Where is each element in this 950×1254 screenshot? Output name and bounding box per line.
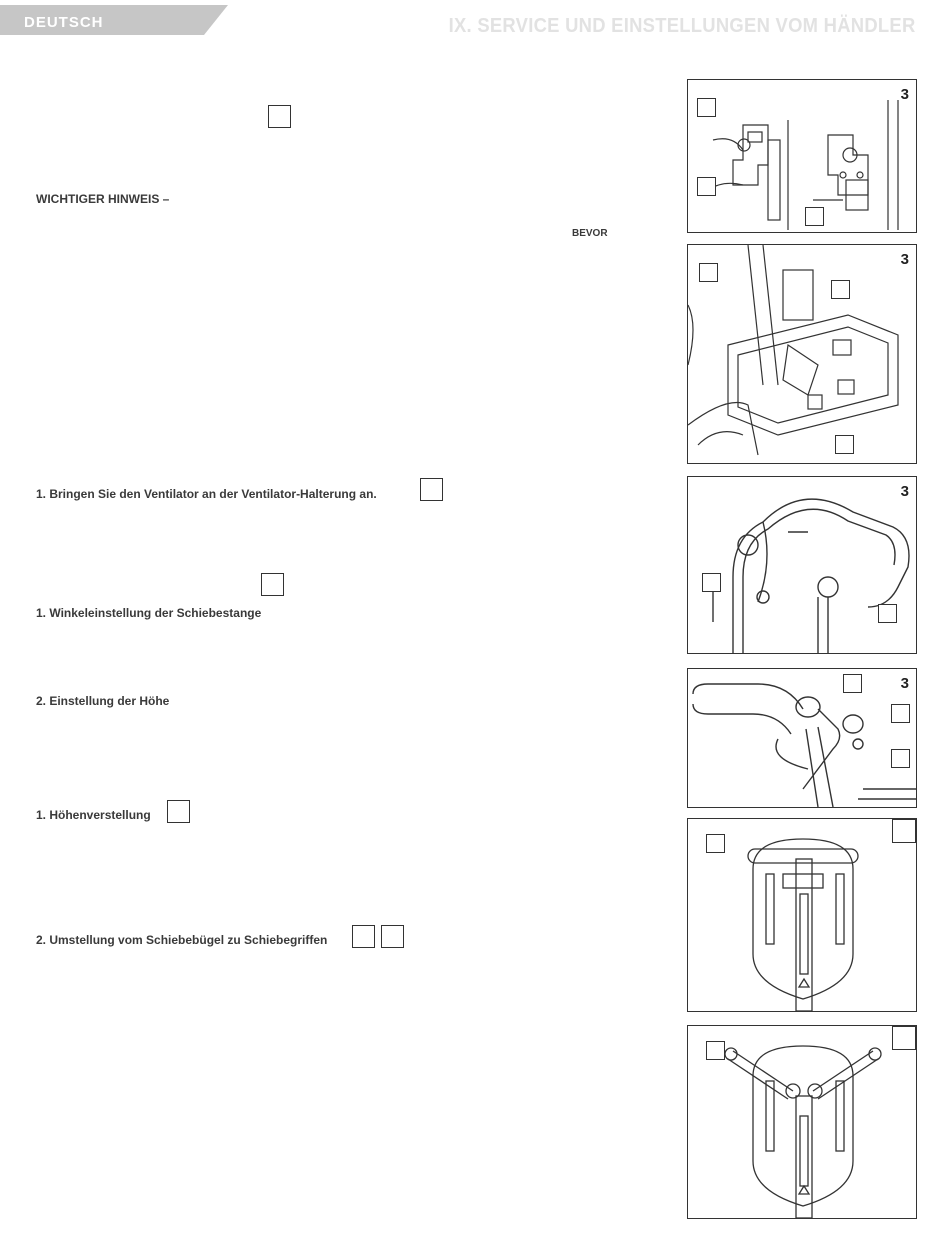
fan-step-heading: 1. Bringen Sie den Ventilator an der Ventilator-Halterung an.: [36, 487, 377, 501]
angle-adjust-heading: 1. Winkeleinstellung der Schiebestange: [36, 606, 262, 620]
language-tab: [0, 5, 232, 35]
figure-bracket-detail: [687, 79, 917, 233]
callout-box: [805, 207, 824, 226]
callout-box: [843, 674, 862, 693]
callout-box: [835, 435, 854, 454]
callout-box: [706, 1041, 725, 1060]
callout-box: [891, 749, 910, 768]
figure-number: [892, 819, 916, 843]
height-setting-heading: 2. Einstellung der Höhe: [36, 694, 170, 708]
fan-holder-drawing: [688, 245, 916, 463]
callout-box: [697, 177, 716, 196]
language-label: DEUTSCH: [24, 14, 104, 31]
callout-box: [699, 263, 718, 282]
figure-ref-box: [381, 925, 404, 948]
figure-ref-box: [167, 800, 190, 823]
callout-box: [697, 98, 716, 117]
callout-box: [891, 704, 910, 723]
figure-number: 3: [900, 86, 909, 103]
figure-number: 3: [900, 251, 909, 268]
figure-push-bar-rear: [687, 818, 917, 1012]
bracket-drawing: [688, 80, 916, 232]
figure-fan-holder: [687, 244, 917, 464]
handle-height-drawing: [688, 669, 916, 807]
figure-number: [892, 1026, 916, 1050]
figure-ref-box: [352, 925, 375, 948]
callout-box: [706, 834, 725, 853]
figure-push-bar-angle: [687, 476, 917, 654]
callout-box: [831, 280, 850, 299]
section-title: IX. SERVICE UND EINSTELLUNGEN VOM HÄNDLER: [449, 15, 916, 37]
height-adjust-heading: 1. Höhenverstellung: [36, 808, 151, 822]
handle-conversion-heading: 2. Umstellung vom Schiebebügel zu Schiebegriffen: [36, 933, 328, 947]
important-note: WICHTIGER HINWEIS –: [36, 192, 170, 206]
figure-ref-box: [261, 573, 284, 596]
figure-handle-height: [687, 668, 917, 808]
figure-ref-box: [268, 105, 291, 128]
figure-number: 3: [900, 483, 909, 500]
callout-box: [878, 604, 897, 623]
figure-ref-box: [420, 478, 443, 501]
callout-box: [702, 573, 721, 592]
before-word: BEVOR: [572, 228, 608, 239]
figure-number: 3: [900, 675, 909, 692]
figure-push-handles-rear: [687, 1025, 917, 1219]
push-bar-drawing: [688, 477, 916, 653]
